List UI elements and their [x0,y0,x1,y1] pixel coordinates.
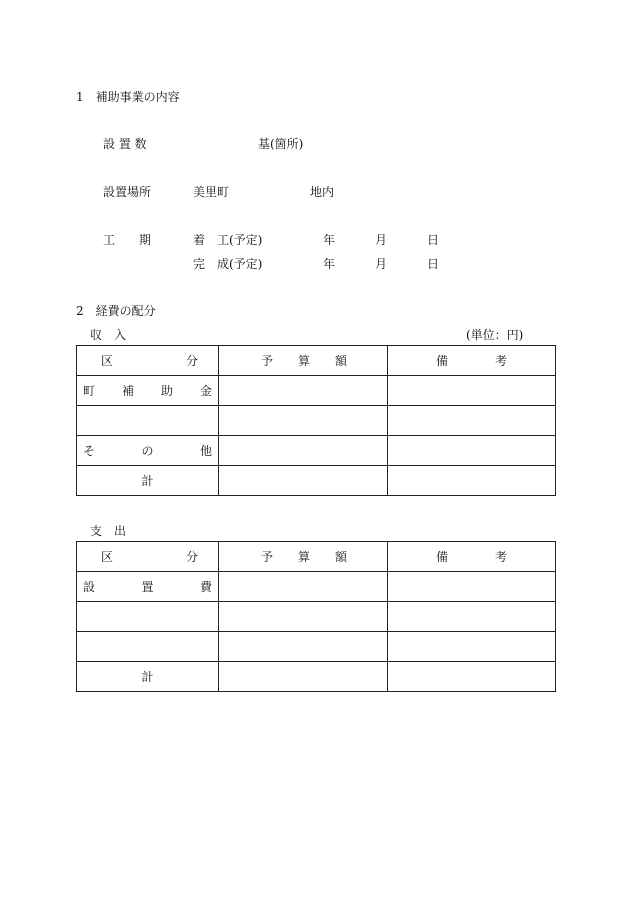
remarks-cell[interactable] [388,466,556,496]
header-category: 区 分 [77,346,219,376]
total-row [77,662,556,692]
income-header-row [77,346,556,376]
remarks-cell[interactable] [388,406,556,436]
table-row [77,406,556,436]
end-year: 年 [323,257,336,271]
period-label: 工 期 [103,233,152,247]
remarks-cell[interactable] [388,376,556,406]
table-row [77,376,556,406]
expense-table [76,541,556,692]
section1-title: 1 補助事業の内容 [76,90,180,104]
row-label: そ の 他 [77,436,219,466]
remarks-cell[interactable] [388,572,556,602]
location-label: 設置場所 [103,185,152,199]
budget-cell[interactable] [219,436,388,466]
header-budget: 予 算 額 [219,346,388,376]
header-remarks: 備 考 [388,346,556,376]
count-label: 設 置 数 [103,137,147,151]
remarks-cell[interactable] [388,632,556,662]
row-label[interactable] [77,632,219,662]
end-month: 月 [375,257,388,271]
start-day: 日 [427,233,440,247]
total-label: 計 [77,466,219,496]
row-label: 設 置 費 [77,572,219,602]
expense-header-row [77,542,556,572]
budget-cell[interactable] [219,466,388,496]
row-label: 町 補 助 金 [77,376,219,406]
header-category: 区 分 [77,542,219,572]
end-label: 完 成(予定) [193,257,263,271]
table-row [77,632,556,662]
start-month: 月 [375,233,388,247]
expense-title: 支 出 [90,524,127,538]
budget-cell[interactable] [219,602,388,632]
section2-title: 2 経費の配分 [76,304,156,318]
header-budget: 予 算 額 [219,542,388,572]
total-row [77,466,556,496]
row-label[interactable] [77,602,219,632]
start-year: 年 [323,233,336,247]
table-row [77,572,556,602]
location-suffix: 地内 [310,185,335,199]
start-label: 着 工(予定) [193,233,263,247]
budget-cell[interactable] [219,376,388,406]
table-row [77,436,556,466]
count-unit: 基(箇所) [258,137,304,151]
budget-cell[interactable] [219,662,388,692]
budget-cell[interactable] [219,572,388,602]
remarks-cell[interactable] [388,662,556,692]
remarks-cell[interactable] [388,602,556,632]
end-day: 日 [427,257,440,271]
header-remarks: 備 考 [388,542,556,572]
income-table [76,345,556,496]
row-label[interactable] [77,406,219,436]
budget-cell[interactable] [219,406,388,436]
table-row [77,602,556,632]
unit-note: (単位：円) [466,328,524,342]
budget-cell[interactable] [219,632,388,662]
location-town: 美里町 [193,185,230,199]
income-title: 収 入 [90,328,127,342]
total-label: 計 [77,662,219,692]
remarks-cell[interactable] [388,436,556,466]
